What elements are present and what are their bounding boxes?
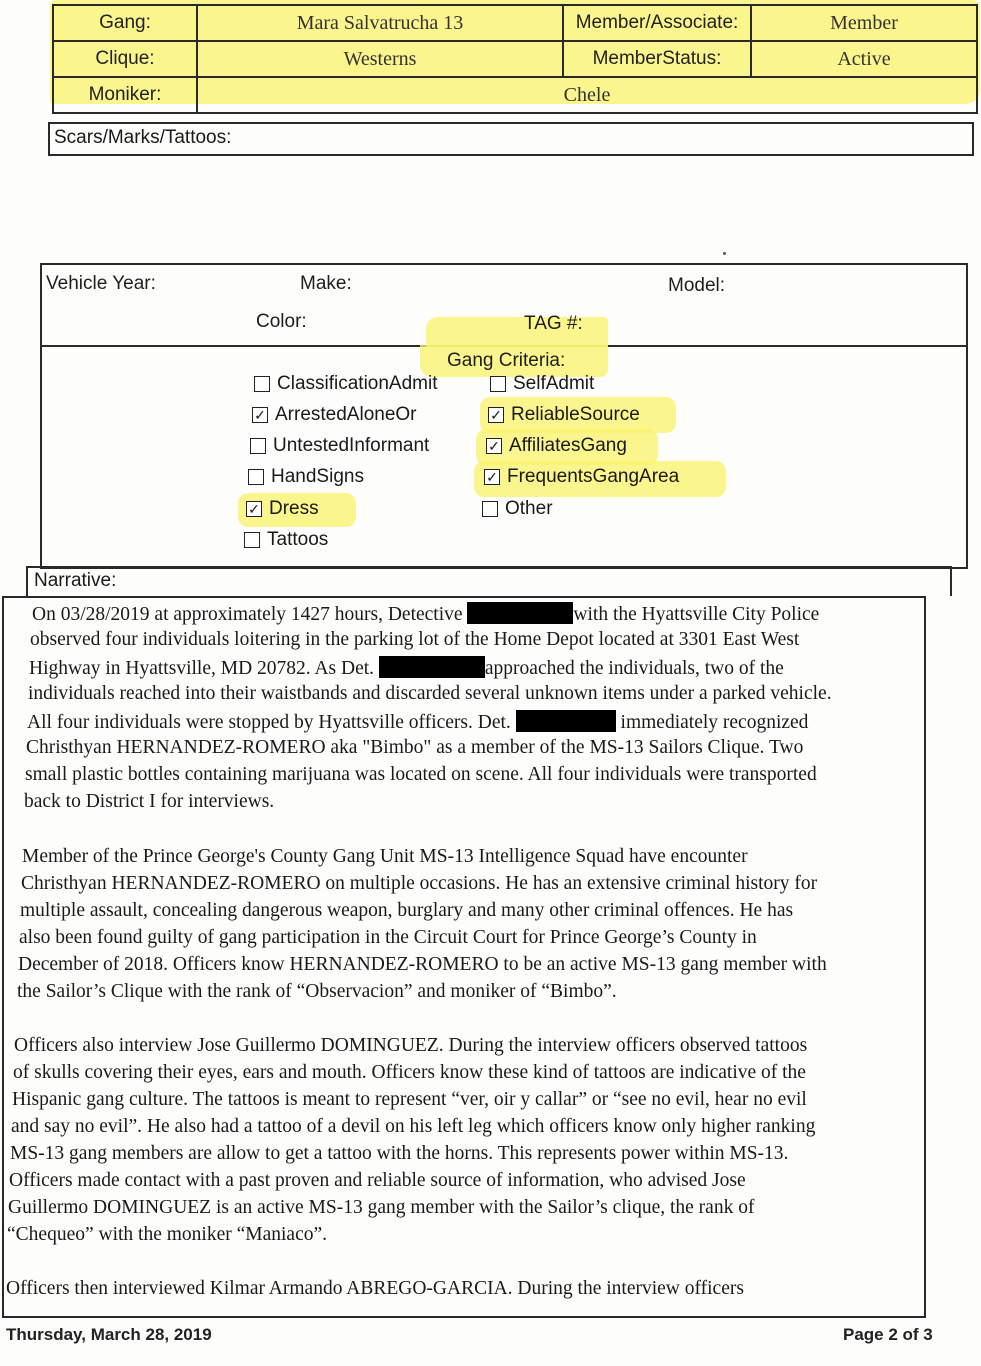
criteria-label: Tattoos xyxy=(267,529,329,550)
criteria-affiliates-gang[interactable] xyxy=(486,435,627,457)
vehicle-section xyxy=(40,263,968,347)
gang-criteria-section xyxy=(40,345,968,569)
vehicle-make-label: Make: xyxy=(300,273,352,294)
criteria-reliable-source[interactable] xyxy=(488,404,640,426)
criteria-untested-informant[interactable] xyxy=(250,435,429,457)
criteria-label: HandSigns xyxy=(271,466,364,487)
criteria-tattoos[interactable] xyxy=(244,529,328,551)
moniker-value: Chele xyxy=(197,77,977,113)
moniker-row xyxy=(53,77,977,113)
checkbox-checked[interactable]: ✓ xyxy=(484,469,500,485)
criteria-arrested-alone-or[interactable] xyxy=(252,404,417,426)
narrative-line: Member of the Prince George's County Gang Unit MS-13 Intelligence Squad have encounter xyxy=(22,846,748,867)
criteria-dress[interactable] xyxy=(246,498,319,520)
narrative-line: also been found guilty of gang participation in the Circuit Court for Prince George’s County in xyxy=(19,927,757,948)
narrative-line: Officers also interview Jose Guillermo DOMINGUEZ. During the interview officers observed tattoos xyxy=(14,1035,808,1056)
vehicle-model-label: Model: xyxy=(668,275,726,296)
criteria-frequents-gang-area[interactable] xyxy=(484,466,679,488)
criteria-label: UntestedInformant xyxy=(273,435,430,456)
scars-label: Scars/Marks/Tattoos: xyxy=(54,127,232,148)
narrative-body xyxy=(2,596,926,1318)
member-status-label: MemberStatus: xyxy=(563,41,751,77)
identity-table xyxy=(52,4,978,114)
checkbox[interactable] xyxy=(244,532,260,548)
checkbox-checked[interactable]: ✓ xyxy=(246,501,262,517)
narrative-line: individuals reached into their waistbands and discarded several unknown items under a parked vehicle. xyxy=(28,683,832,704)
narrative-line: Officers made contact with a past proven and reliable source of information, who advised Jose xyxy=(9,1170,746,1191)
clique-row xyxy=(53,41,977,77)
scars-marks-tattoos-field xyxy=(48,122,974,156)
redaction-bar xyxy=(516,710,616,732)
gang-value: Mara Salvatrucha 13 xyxy=(197,5,563,41)
narrative-line: Christhyan HERNANDEZ-ROMERO aka "Bimbo" as a member of the MS-13 Sailors Clique. Two xyxy=(26,737,804,758)
narrative-line: the Sailor’s Clique with the rank of “Observacion” and moniker of “Bimbo”. xyxy=(17,981,617,1002)
moniker-label: Moniker: xyxy=(53,77,197,113)
checkbox[interactable] xyxy=(250,438,266,454)
clique-label: Clique: xyxy=(53,41,197,77)
criteria-label: FrequentsGangArea xyxy=(507,466,680,487)
member-status-value: Active xyxy=(751,41,977,77)
checkbox-checked[interactable]: ✓ xyxy=(488,407,504,423)
scan-speck xyxy=(723,252,726,255)
clique-value: Westerns xyxy=(197,41,563,77)
narrative-line: of skulls covering their eyes, ears and mouth. Officers know these kind of tattoos are indicative of the xyxy=(13,1062,806,1083)
footer-page-number: Page 2 of 3 xyxy=(843,1325,933,1344)
narrative-line: Officers then interviewed Kilmar Armando ABREGO-GARCIA. During the interview officers xyxy=(6,1278,744,1299)
narrative-line: Highway in Hyattsville, MD 20782. As Det. approached the individuals, two of the xyxy=(29,658,784,679)
criteria-label: ReliableSource xyxy=(511,404,640,425)
narrative-line: Christhyan HERNANDEZ-ROMERO on multiple occasions. He has an extensive criminal history for xyxy=(21,873,818,894)
narrative-line: Hispanic gang culture. The tattoos is meant to represent “ver, oir y callar” or “see no evil, hear no evil xyxy=(12,1089,807,1110)
narrative-line: small plastic bottles containing marijuana was located on scene. All four individuals were transported xyxy=(25,764,817,785)
checkbox-checked[interactable]: ✓ xyxy=(252,407,268,423)
footer-date: Thursday, March 28, 2019 xyxy=(6,1325,212,1344)
checkbox[interactable] xyxy=(490,376,506,392)
member-associate-label: Member/Associate: xyxy=(563,5,751,41)
narrative-line: December of 2018. Officers know HERNANDEZ-ROMERO to be an active MS-13 gang member with xyxy=(18,954,827,975)
member-associate-value: Member xyxy=(751,5,977,41)
narrative-line: “Chequeo” with the moniker “Maniaco”. xyxy=(7,1224,328,1245)
vehicle-color-label: Color: xyxy=(256,311,307,332)
narrative-line: back to District I for interviews. xyxy=(24,791,275,812)
criteria-label: Other xyxy=(505,498,553,519)
checkbox[interactable] xyxy=(248,469,264,485)
narrative-header xyxy=(26,566,952,596)
gang-criteria-title: Gang Criteria: xyxy=(447,350,566,371)
checkbox[interactable] xyxy=(254,376,270,392)
vehicle-tag-label: TAG #: xyxy=(524,313,583,334)
criteria-label: Dress xyxy=(269,498,319,519)
redaction-bar xyxy=(379,656,485,678)
criteria-label: SelfAdmit xyxy=(513,373,595,394)
gang-label: Gang: xyxy=(53,5,197,41)
criteria-label: AffiliatesGang xyxy=(509,435,627,456)
criteria-hand-signs[interactable] xyxy=(248,466,364,488)
gang-row xyxy=(53,5,977,41)
narrative-line: and say no evil”. He also had a tattoo of a devil on his left leg which officers know only higher ranking xyxy=(11,1116,816,1137)
criteria-label: ClassificationAdmit xyxy=(277,373,438,394)
criteria-other[interactable] xyxy=(482,498,553,520)
vehicle-year-label: Vehicle Year: xyxy=(46,273,156,294)
criteria-classification-admit[interactable] xyxy=(254,373,438,395)
narrative-line: Guillermo DOMINGUEZ is an active MS-13 gang member with the Sailor’s clique, the rank of xyxy=(8,1197,755,1218)
criteria-self-admit[interactable] xyxy=(490,373,594,395)
redaction-bar xyxy=(467,602,573,624)
checkbox-checked[interactable]: ✓ xyxy=(486,438,502,454)
checkbox[interactable] xyxy=(482,501,498,517)
narrative-line: multiple assault, concealing dangerous weapon, burglary and many other criminal offences. He has xyxy=(20,900,794,921)
narrative-line: observed four individuals loitering in the parking lot of the Home Depot located at 3301 East West xyxy=(30,629,800,650)
narrative-line: All four individuals were stopped by Hyattsville officers. Det. immediately recognized xyxy=(27,712,809,733)
narrative-label: Narrative: xyxy=(34,570,117,591)
criteria-label: ArrestedAloneOr xyxy=(275,404,417,425)
narrative-line: On 03/28/2019 at approximately 1427 hours, Detective with the Hyattsville City Police xyxy=(32,604,820,625)
narrative-line: MS-13 gang members are allow to get a tattoo with the horns. This represents power within MS-13. xyxy=(10,1143,789,1164)
